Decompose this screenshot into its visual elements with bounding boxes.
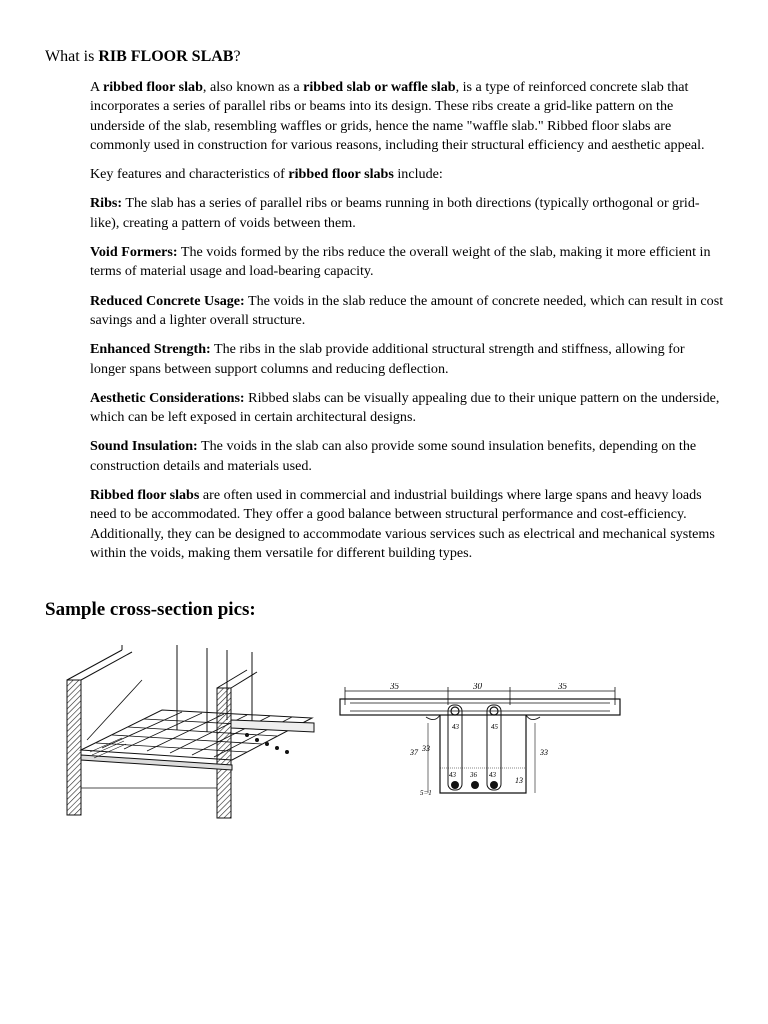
intro-text-3: , is a type of reinforced concrete slab that incorporates a series of parallel ribs or beams into its design. These ribs create a grid-like pattern on the underside of the slab, resembling waffles or grids, hence the name "waffle slab." Ribbed floor slabs are commonly used in construction for various reasons, including their structural efficiency and aesthetic appeal. [90,79,705,153]
features-intro-text-2: include: [393,166,443,183]
features-intro-bold: ribbed floor slabs [288,166,394,183]
feature-text: The voids in the slab can also provide some sound insulation benefits, depending on the construction details and materials used. [90,438,697,474]
feature-text: Ribbed slabs can be visually appealing due to their unique pattern on the underside, which can be left exposed in certain architectural designs. [90,389,720,426]
feature-text: The voids in the slab reduce the amount of concrete needed, which can result in cost savings and a lighter overall structure. [90,292,724,328]
height-4-label: 13 [515,776,523,785]
title-prefix: What is [45,48,99,65]
feature-text: The voids formed by the ribs reduce the overall weight of the slab, making it more efficient in terms of material usage and load-bearing capacity. [90,244,711,280]
feature-term: Sound Insulation: [90,438,198,455]
feature-enhanced-strength [90,340,724,379]
conclusion-bold: Ribbed floor slabs [90,487,200,504]
dim-right-label: 35 [558,683,567,691]
intro-bold-2: ribbed slab or waffle slab [303,79,456,95]
intro-text-2: , also known as a [202,79,304,95]
feature-sound-insulation [90,437,724,476]
feature-text: The slab has a series of parallel ribs or beams running in both directions (typically orthogonal or grid-like), creating a pattern of voids between them. [90,195,700,231]
feature-term: Reduced Concrete Usage: [90,292,245,309]
height-3-label: 33 [540,748,548,757]
intro-bold-1: ribbed floor slab [102,79,203,95]
ribbed-slab-cross-section-drawing [330,683,630,801]
feature-text: The ribs in the slab provide additional structural strength and stiffness, allowing for longer spans between support columns and reducing deflection. [90,341,685,377]
ribbed-slab-perspective-drawing [62,640,320,820]
feature-ribs [90,194,724,233]
features-intro-text-1: Key features and characteristics of [90,166,289,183]
feature-aesthetic [90,389,724,428]
feature-term: Void Formers: [90,244,178,261]
feature-term: Ribs: [90,195,123,212]
ribbed-slab-cross-section-figure [330,683,630,801]
feature-term: Aesthetic Considerations: [90,389,245,406]
height-2-label: 33 [422,744,430,753]
ribbed-slab-perspective-figure [62,640,320,820]
body-text [90,78,724,573]
feature-void-formers [90,243,724,282]
bottom-bar-2-label: 36 [470,771,477,779]
bottom-label: 5=1 [420,789,432,797]
bottom-bar-1-label: 43 [449,771,456,779]
bar-b-label: 45 [491,723,498,731]
dim-mid-label: 30 [473,683,482,691]
bottom-bar-3-label: 43 [489,771,496,779]
height-1-label: 37 [410,748,418,757]
title-suffix: ? [233,48,241,65]
feature-reduced-concrete [90,292,724,331]
features-intro-paragraph [90,165,724,184]
conclusion-text: are often used in commercial and industrial buildings where large spans and heavy loads need to be accommodated. They offer a good balance between structural performance and cost-efficiency. Additionally, they can be designed to accommodate various services such as electrical and mechanical systems within the voids, making them versatile for different building types. [90,487,715,561]
feature-term: Enhanced Strength: [90,341,211,358]
intro-paragraph [90,78,724,155]
bar-a-label: 43 [452,723,459,731]
title-bold: RIB FLOOR SLAB [98,48,234,65]
section-heading: Sample cross-section pics: [45,599,256,620]
page-title [45,47,241,67]
intro-text-1: A [90,79,103,95]
dim-left-label: 35 [390,683,399,691]
conclusion-paragraph [90,486,724,563]
